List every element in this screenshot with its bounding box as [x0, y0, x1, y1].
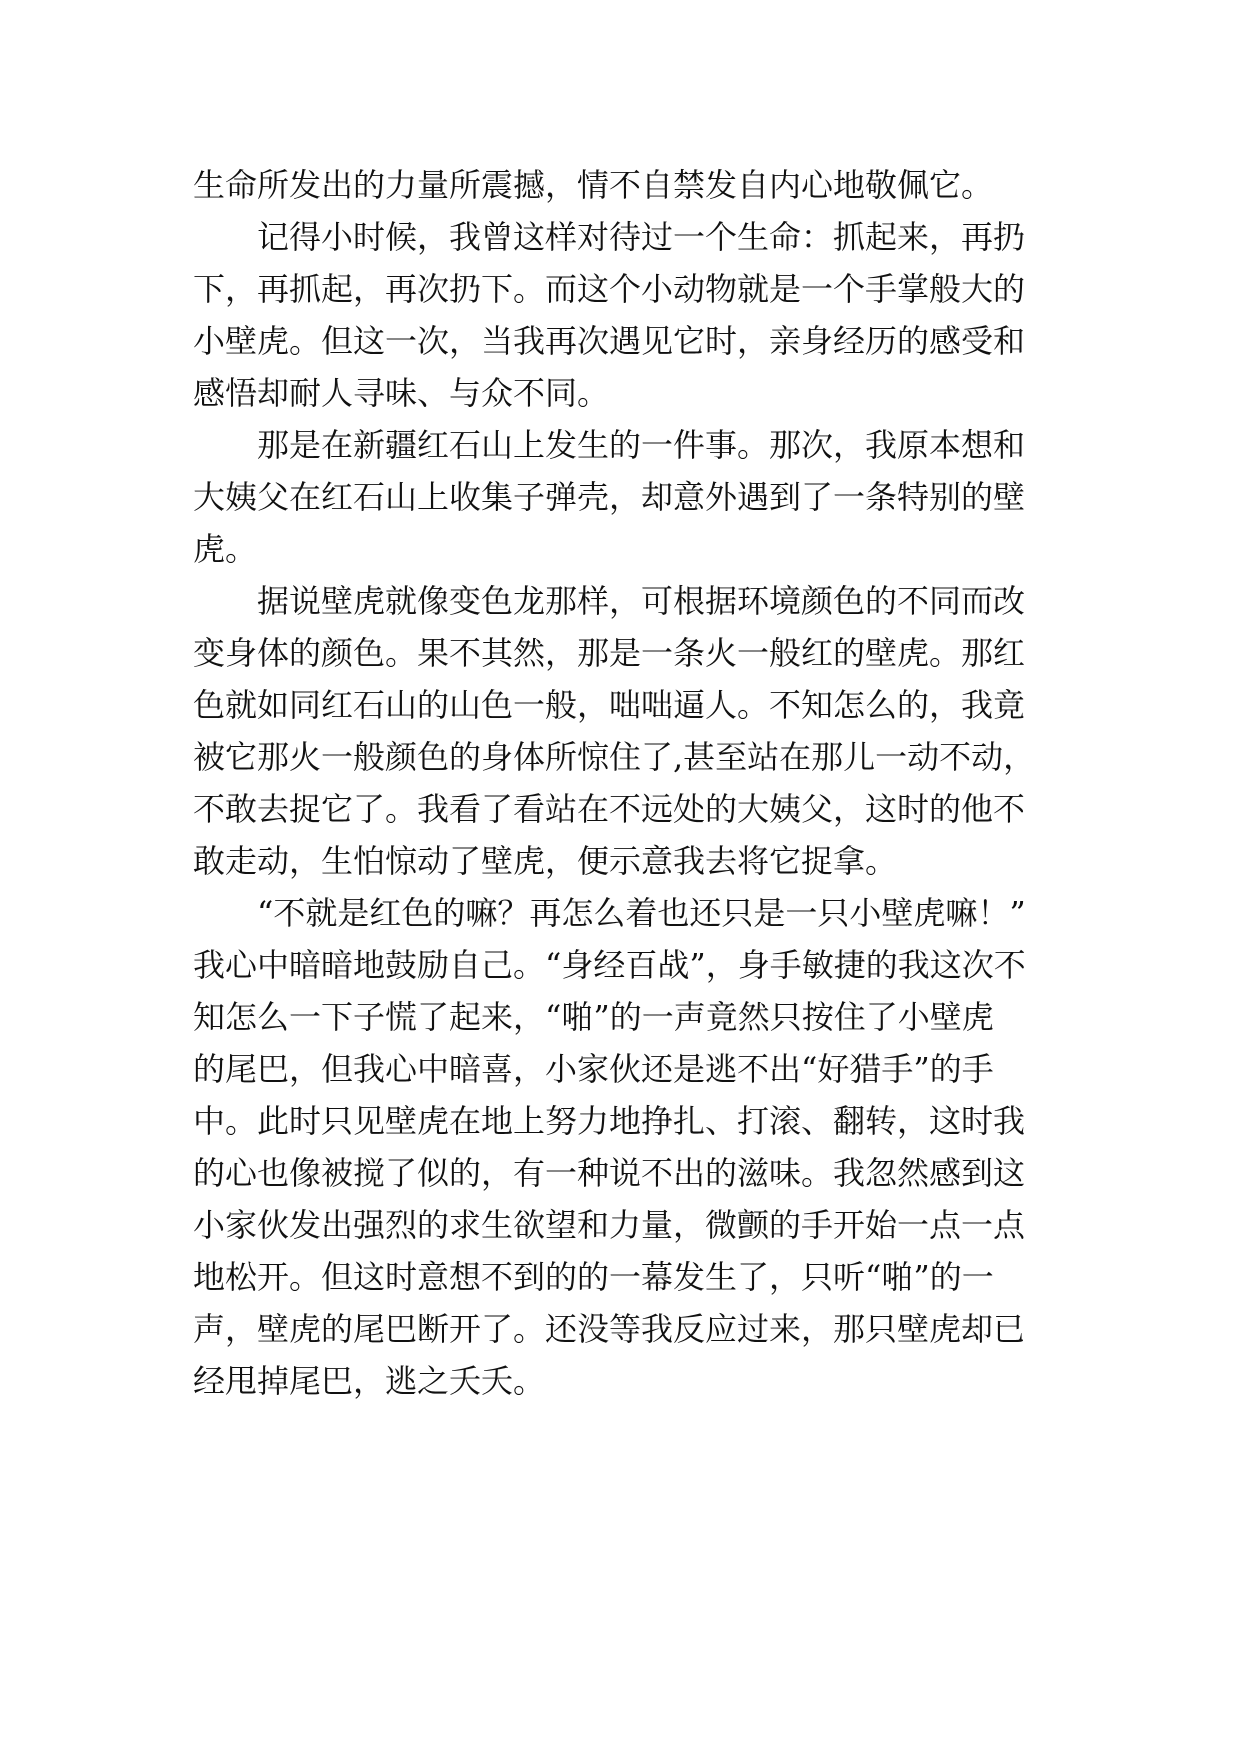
text-line: 小家伙发出强烈的求生欲望和力量，微颤的手开始一点一点	[193, 1206, 1026, 1244]
text-line: 中。此时只见壁虎在地上努力地挣扎、打滚、翻转，这时我	[193, 1102, 1026, 1140]
text-line: 大姨父在红石山上收集子弹壳，却意外遇到了一条特别的壁	[193, 478, 1026, 516]
text-line: 那是在新疆红石山上发生的一件事。那次，我原本想和	[193, 426, 1026, 464]
text-line: 声，壁虎的尾巴断开了。还没等我反应过来，那只壁虎却已	[193, 1310, 1026, 1348]
text-line: 被它那火一般颜色的身体所惊住了,甚至站在那儿一动不动，	[193, 738, 1036, 776]
text-line: 虎。	[193, 530, 258, 568]
text-line: 下，再抓起，再次扔下。而这个小动物就是一个手掌般大的	[193, 270, 1026, 308]
text-line: 感悟却耐人寻味、与众不同。	[193, 374, 610, 412]
text-line: 敢走动，生怕惊动了壁虎，便示意我去将它捉拿。	[193, 842, 898, 880]
text-line: 据说壁虎就像变色龙那样，可根据环境颜色的不同而改	[193, 582, 1026, 620]
text-line: 记得小时候，我曾这样对待过一个生命：抓起来，再扔	[193, 218, 1026, 256]
text-line: 不敢去捉它了。我看了看站在不远处的大姨父，这时的他不	[193, 790, 1026, 828]
text-line: 色就如同红石山的山色一般，咄咄逼人。不知怎么的，我竟	[193, 686, 1026, 724]
text-line: 生命所发出的力量所震撼，情不自禁发自内心地敬佩它。	[193, 166, 994, 204]
text-line: 的尾巴，但我心中暗喜，小家伙还是逃不出“好猎手”的手	[193, 1050, 994, 1088]
text-line: 知怎么一下子慌了起来，“啪”的一声竟然只按住了小壁虎	[193, 998, 994, 1036]
text-line: 地松开。但这时意想不到的的一幕发生了，只听“啪”的一	[193, 1258, 994, 1296]
text-line: 我心中暗暗地鼓励自己。“身经百战”，身手敏捷的我这次不	[193, 946, 1026, 984]
body-text	[193, 159, 1053, 1407]
text-line: 的心也像被搅了似的，有一种说不出的滋味。我忽然感到这	[193, 1154, 1026, 1192]
text-line: 变身体的颜色。果不其然，那是一条火一般红的壁虎。那红	[193, 634, 1026, 672]
text-line: 经甩掉尾巴，逃之夭夭。	[193, 1362, 546, 1400]
text-line: 小壁虎。但这一次，当我再次遇见它时，亲身经历的感受和	[193, 322, 1026, 360]
text-line: “不就是红色的嘛？再怎么着也还只是一只小壁虎嘛！”	[193, 894, 1026, 932]
